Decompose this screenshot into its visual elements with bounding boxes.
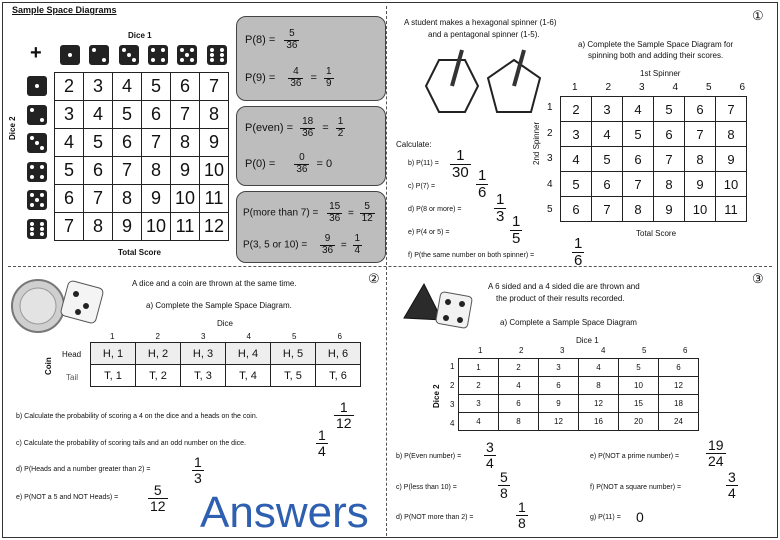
p3510-simplified: $\frac{1}{4}$: [354, 233, 361, 256]
product-cell: 5: [619, 359, 659, 377]
dice-sum-row: [55, 101, 229, 129]
product-ans-c: $\frac{5}{8}$: [500, 469, 508, 501]
spinner-sum-cell: 6: [685, 97, 716, 122]
spinner-ans-f: $\frac{1}{6}$: [574, 235, 583, 269]
six-sided-die-icon: [435, 291, 472, 328]
peven-label: P(even) =: [245, 121, 293, 134]
spinner-sum-cell: 10: [716, 172, 747, 197]
first-spinner-label: 1st Spinner: [640, 69, 681, 78]
dice-sum-cell: 8: [171, 129, 200, 157]
dice-sum-cell: 10: [200, 157, 229, 185]
spinner-sum-cell: 5: [654, 97, 685, 122]
dice-sum-row: [55, 185, 229, 213]
spinner-sum-cell: 10: [685, 197, 716, 222]
spinner-sum-row: [561, 122, 747, 147]
horizontal-divider: [8, 266, 772, 267]
spinner-sum-cell: 5: [623, 122, 654, 147]
spinner-ans-b: $\frac{1}{30}$: [452, 147, 469, 181]
pmore-simplified: $\frac{5}{12}$: [361, 201, 373, 224]
product-cell: 16: [579, 413, 619, 431]
coin-q-b: b) Calculate the probability of scoring a 4 on the dice and a heads on the coin.: [16, 413, 258, 420]
spinner-q-f: f) P(the same number on both spinner) =: [408, 252, 535, 259]
p8-label: P(8) =: [245, 33, 276, 46]
die-face-4-icon: [27, 162, 47, 182]
spinner-sum-cell: 9: [654, 197, 685, 222]
product-cell: 8: [579, 377, 619, 395]
product-dice1-label: Dice 1: [576, 336, 599, 345]
spinner-q-c: c) P(7) =: [408, 183, 436, 190]
spinner-sum-cell: 11: [716, 197, 747, 222]
spinner-intro-2: and a pentagonal spinner (1-5).: [428, 30, 540, 39]
product-cell: 8: [499, 413, 539, 431]
dice-sum-cell: 8: [142, 157, 171, 185]
total-score-label: Total Score: [118, 248, 161, 257]
die-face-5-icon: [177, 45, 197, 65]
die-face-4-icon: [148, 45, 168, 65]
coin-dice-row: [91, 343, 361, 365]
p3510-fraction: $\frac{9}{36}$: [321, 233, 334, 256]
product-q-d: d) P(NOT more than 2) =: [396, 514, 474, 521]
coin-ans-c: $\frac{1}{4}$: [318, 427, 326, 459]
product-cell: 4: [499, 377, 539, 395]
die-face-3-icon: [27, 133, 47, 153]
product-cell: 15: [619, 395, 659, 413]
plus-sign: +: [30, 42, 42, 64]
product-ans-g: 0: [636, 509, 644, 525]
product-row-header: 3: [450, 400, 455, 409]
coin-dice-cell: H, 4: [226, 343, 271, 365]
product-row-header: 2: [450, 381, 455, 390]
coin-part-a: a) Complete the Sample Space Diagram.: [146, 301, 292, 310]
tail-label: Tail: [66, 373, 79, 382]
dice-sum-row: [55, 213, 229, 241]
coin-q-e: e) P(NOT a 5 and NOT Heads) =: [16, 494, 119, 501]
question-number-3: ③: [752, 271, 764, 286]
dice-sum-cell: 3: [84, 73, 113, 101]
spinner1-col-header: 5: [706, 82, 712, 93]
white-die-icon: [60, 280, 104, 324]
spinner-sum-cell: 6: [623, 147, 654, 172]
dice-sum-cell: 6: [113, 129, 142, 157]
coin-dice-cell: T, 2: [136, 365, 181, 387]
coin-q-d: d) P(Heads and a number greater than 2) =: [16, 466, 151, 473]
p9-fraction: $\frac{4}{36}$: [290, 66, 302, 89]
coin-dice-cell: H, 3: [181, 343, 226, 365]
four-sided-die-icon: [404, 284, 442, 320]
product-cell: 18: [659, 395, 699, 413]
answer-box-3: P(more than 7) = $\frac{15}{36}$ = $\frac{5}{12}$ P(3, 5 or 10) = $\frac{9}{36}$ = $\frac{1}{4}$: [236, 191, 386, 263]
p9-simplified: $\frac{1}{9}$: [326, 66, 332, 89]
coin-dice-cell: T, 3: [181, 365, 226, 387]
question-number-2: ②: [368, 271, 380, 286]
spinner-sum-cell: 3: [592, 97, 623, 122]
product-cell: 3: [539, 359, 579, 377]
head-label: Head: [62, 350, 82, 359]
product-cell: 12: [539, 413, 579, 431]
coin-dice-col-header: 5: [292, 332, 297, 341]
product-cell: 4: [579, 359, 619, 377]
spinner-part-a-2: spinning both and adding their scores.: [588, 51, 724, 60]
spinner-sum-grid: [560, 96, 747, 222]
p9-label: P(9) =: [245, 71, 276, 84]
spinner1-col-header: 6: [739, 82, 746, 93]
dice-sum-cell: 6: [142, 101, 171, 129]
die-face-1-icon: [60, 45, 80, 65]
product-col-header: 5: [642, 346, 647, 355]
d4-and-d6-image: [394, 278, 484, 338]
spinner-sum-cell: 6: [592, 172, 623, 197]
spinner1-col-header: 3: [639, 82, 645, 93]
product-dice2-label: Dice 2: [432, 384, 441, 408]
dice-sum-cell: 4: [113, 73, 142, 101]
pmore-label: P(more than 7) =: [243, 207, 319, 219]
product-col-header: 6: [683, 346, 688, 355]
dice-sum-cell: 12: [200, 213, 229, 241]
spinner-sum-cell: 4: [623, 97, 654, 122]
peven-simplified: $\frac{1}{2}$: [337, 116, 344, 139]
product-cell: 2: [499, 359, 539, 377]
dice-sum-cell: 10: [142, 213, 171, 241]
peven-fraction: $\frac{18}{36}$: [302, 116, 314, 139]
dice2-label: Dice 2: [8, 116, 17, 140]
dice-sum-row: [55, 73, 229, 101]
dice-sum-cell: 6: [84, 157, 113, 185]
coin-intro: A dice and a coin are thrown at the same time.: [132, 279, 297, 288]
spinner2-row-header: 2: [547, 127, 553, 139]
product-cell: 6: [659, 359, 699, 377]
dice-sum-cell: 9: [171, 157, 200, 185]
coin-dice-grid: [90, 342, 361, 387]
dice-sum-cell: 6: [55, 185, 84, 213]
dice-sum-cell: 7: [55, 213, 84, 241]
product-cell: 6: [539, 377, 579, 395]
product-cell: 12: [579, 395, 619, 413]
product-cell: 3: [459, 395, 499, 413]
coin-dice-cell: T, 6: [316, 365, 361, 387]
product-ans-e: $\frac{19}{24}$: [708, 437, 724, 469]
product-cell: 6: [499, 395, 539, 413]
calculate-label: Calculate:: [396, 140, 432, 149]
product-col-header: 1: [478, 346, 483, 355]
dice-sum-cell: 3: [55, 101, 84, 129]
coin-ans-b: $\frac{1}{12}$: [336, 399, 352, 431]
spinner1-col-header: 2: [605, 82, 612, 93]
dice-sum-cell: 8: [84, 213, 113, 241]
dice-sum-cell: 11: [200, 185, 229, 213]
die-face-2-icon: [27, 105, 47, 125]
coin-dice-col-header: 6: [337, 332, 342, 341]
spinner-sum-row: [561, 197, 747, 222]
spinner-sum-cell: 7: [654, 147, 685, 172]
spinner-total-label: Total Score: [636, 229, 677, 238]
product-col-header: 2: [519, 346, 524, 355]
product-q-g: g) P(11) =: [590, 514, 621, 521]
dice-sum-cell: 2: [55, 73, 84, 101]
product-intro-2: the product of their results recorded.: [496, 294, 625, 303]
spinner-sum-cell: 5: [592, 147, 623, 172]
product-q-f: f) P(NOT a square number) =: [590, 484, 682, 491]
spinner-sum-cell: 8: [623, 197, 654, 222]
coin-dice-cell: H, 2: [136, 343, 181, 365]
spinner2-row-header: 4: [547, 178, 553, 190]
p0-fraction: $\frac{0}{36}$: [296, 152, 308, 175]
die-face-5-icon: [27, 190, 47, 210]
product-col-header: 3: [560, 346, 565, 355]
product-ans-b: $\frac{3}{4}$: [486, 439, 494, 471]
dice-sum-cell: 9: [200, 129, 229, 157]
product-q-b: b) P(Even number) =: [396, 453, 462, 460]
coin-dice-cell: H, 5: [271, 343, 316, 365]
die-face-1-icon: [27, 76, 47, 96]
product-ans-d: $\frac{1}{8}$: [518, 499, 526, 531]
spinner-sum-cell: 4: [561, 147, 592, 172]
coin-dice-cell: T, 1: [91, 365, 136, 387]
product-q-c: c) P(less than 10) =: [396, 484, 457, 491]
product-cell: 12: [659, 377, 699, 395]
coin-ans-e: $\frac{5}{12}$: [150, 482, 166, 514]
spinner2-row-header: 5: [547, 204, 553, 215]
spinner-ans-c: $\frac{1}{6}$: [478, 167, 487, 201]
product-row: [459, 395, 699, 413]
product-grid: [458, 358, 699, 431]
product-col-header: 4: [601, 346, 606, 355]
coin-q-c: c) Calculate the probability of scoring tails and an odd number on the dice.: [16, 440, 246, 447]
p3510-label: P(3, 5 or 10) =: [243, 239, 308, 251]
spinner-sum-cell: 5: [561, 172, 592, 197]
spinner-sum-cell: 9: [685, 172, 716, 197]
product-part-a: a) Complete a Sample Space Diagram: [500, 318, 637, 327]
p8-fraction: $\frac{5}{36}$: [286, 28, 298, 51]
dice1-label: Dice 1: [128, 31, 152, 40]
coin-and-dice-image: [8, 276, 108, 336]
spinner-sum-cell: 6: [561, 197, 592, 222]
die-face-3-icon: [119, 45, 139, 65]
coin-dice-col-header: 1: [110, 332, 115, 341]
product-intro-1: A 6 sided and a 4 sided die are thrown and: [488, 282, 640, 291]
die-face-2-icon: [89, 45, 109, 65]
product-row-header: 1: [450, 362, 455, 371]
product-cell: 1: [459, 359, 499, 377]
spinner-q-e: e) P(4 or 5) =: [408, 229, 450, 236]
product-row-header: 4: [450, 419, 455, 428]
spinner-sum-cell: 3: [561, 122, 592, 147]
spinner-ans-e: $\frac{1}{5}$: [512, 213, 521, 247]
spinner-sum-cell: 4: [592, 122, 623, 147]
coin-dice-cell: T, 4: [226, 365, 271, 387]
dice-sum-cell: 10: [171, 185, 200, 213]
worksheet-title: Sample Space Diagrams: [12, 5, 117, 15]
spinner-q-b: b) P(11) =: [408, 160, 439, 167]
answer-box-2: P(even) = $\frac{18}{36}$ = $\frac{1}{2}$ P(0) = $\frac{0}{36}$ = 0: [236, 106, 386, 186]
dice-sum-row: [55, 129, 229, 157]
spinner-sum-row: [561, 172, 747, 197]
coin-dice-cell: T, 5: [271, 365, 316, 387]
spinner2-row-header: 1: [547, 102, 553, 113]
dice-sum-cell: 5: [113, 101, 142, 129]
dice-sum-cell: 9: [113, 213, 142, 241]
spinner-sum-cell: 6: [654, 122, 685, 147]
spinner-sum-cell: 8: [654, 172, 685, 197]
spinner-sum-cell: 9: [716, 147, 747, 172]
spinner-sum-cell: 7: [592, 197, 623, 222]
product-cell: 10: [619, 377, 659, 395]
dice-sum-cell: 7: [142, 129, 171, 157]
product-q-e: e) P(NOT a prime number) =: [590, 453, 680, 460]
product-cell: 4: [459, 413, 499, 431]
coin-label: Coin: [44, 357, 53, 375]
dice-sum-cell: 7: [171, 101, 200, 129]
dice-sum-cell: 7: [113, 157, 142, 185]
spinners-illustration: [404, 44, 554, 124]
coin-dice-cell: H, 1: [91, 343, 136, 365]
spinner-sum-row: [561, 147, 747, 172]
spinner-sum-cell: 7: [623, 172, 654, 197]
question-number-1: ①: [752, 8, 764, 23]
coin-dice-col-header: 2: [155, 332, 160, 341]
dice-sum-cell: 7: [200, 73, 229, 101]
second-spinner-label: 2nd Spinner: [532, 121, 541, 165]
spinner2-row-header: 3: [547, 153, 553, 164]
answers-watermark: Answers: [200, 488, 369, 537]
spinner-sum-row: [561, 97, 747, 122]
die-face-6-icon: [27, 219, 47, 239]
coin-dice-cell: H, 6: [316, 343, 361, 365]
spinner-sum-cell: 8: [685, 147, 716, 172]
coin-dice-label: Dice: [217, 319, 234, 328]
dice-sum-cell: 6: [171, 73, 200, 101]
dice-sum-cell: 5: [142, 73, 171, 101]
dice-sum-cell: 7: [84, 185, 113, 213]
product-cell: 20: [619, 413, 659, 431]
dice-sum-cell: 8: [113, 185, 142, 213]
dice-sum-row: [55, 157, 229, 185]
coin-dice-row: [91, 365, 361, 387]
product-row: [459, 359, 699, 377]
dice-sum-cell: 8: [200, 101, 229, 129]
product-row: [459, 413, 699, 431]
die-face-6-icon: [207, 45, 227, 65]
dice-sum-cell: 4: [84, 101, 113, 129]
dice-sum-cell: 5: [55, 157, 84, 185]
vertical-divider: [386, 6, 387, 536]
spinner-sum-cell: 2: [561, 97, 592, 122]
product-cell: 9: [539, 395, 579, 413]
spinner1-col-header: 1: [572, 82, 578, 93]
product-cell: 2: [459, 377, 499, 395]
spinner-q-d: d) P(8 or more) =: [408, 206, 462, 213]
coin-ans-d: $\frac{1}{3}$: [194, 454, 202, 486]
dice-sum-cell: 4: [55, 129, 84, 157]
spinner-ans-d: $\frac{1}{3}$: [496, 191, 505, 225]
spinner-sum-cell: 7: [685, 122, 716, 147]
spinner-sum-cell: 7: [716, 97, 747, 122]
spinner-sum-cell: 8: [716, 122, 747, 147]
product-row: [459, 377, 699, 395]
spinner-intro-1: A student makes a hexagonal spinner (1-6): [404, 18, 557, 27]
dice-sum-grid: [54, 72, 229, 241]
spinner1-col-header: 4: [672, 82, 679, 93]
spinner-part-a-1: a) Complete the Sample Space Diagram for: [578, 40, 734, 49]
answer-box-1: P(8) = $\frac{5}{36}$ P(9) = $\frac{4}{36}$ = $\frac{1}{9}$: [236, 16, 386, 101]
dice-sum-cell: 11: [171, 213, 200, 241]
coin-dice-col-header: 3: [201, 332, 206, 341]
dice-sum-cell: 9: [142, 185, 171, 213]
product-cell: 24: [659, 413, 699, 431]
pmore-fraction: $\frac{15}{36}$: [329, 201, 341, 224]
coin-dice-col-header: 4: [246, 332, 251, 341]
product-ans-f: $\frac{3}{4}$: [728, 469, 736, 501]
dice-sum-cell: 5: [84, 129, 113, 157]
p0-label: P(0) =: [245, 157, 276, 170]
